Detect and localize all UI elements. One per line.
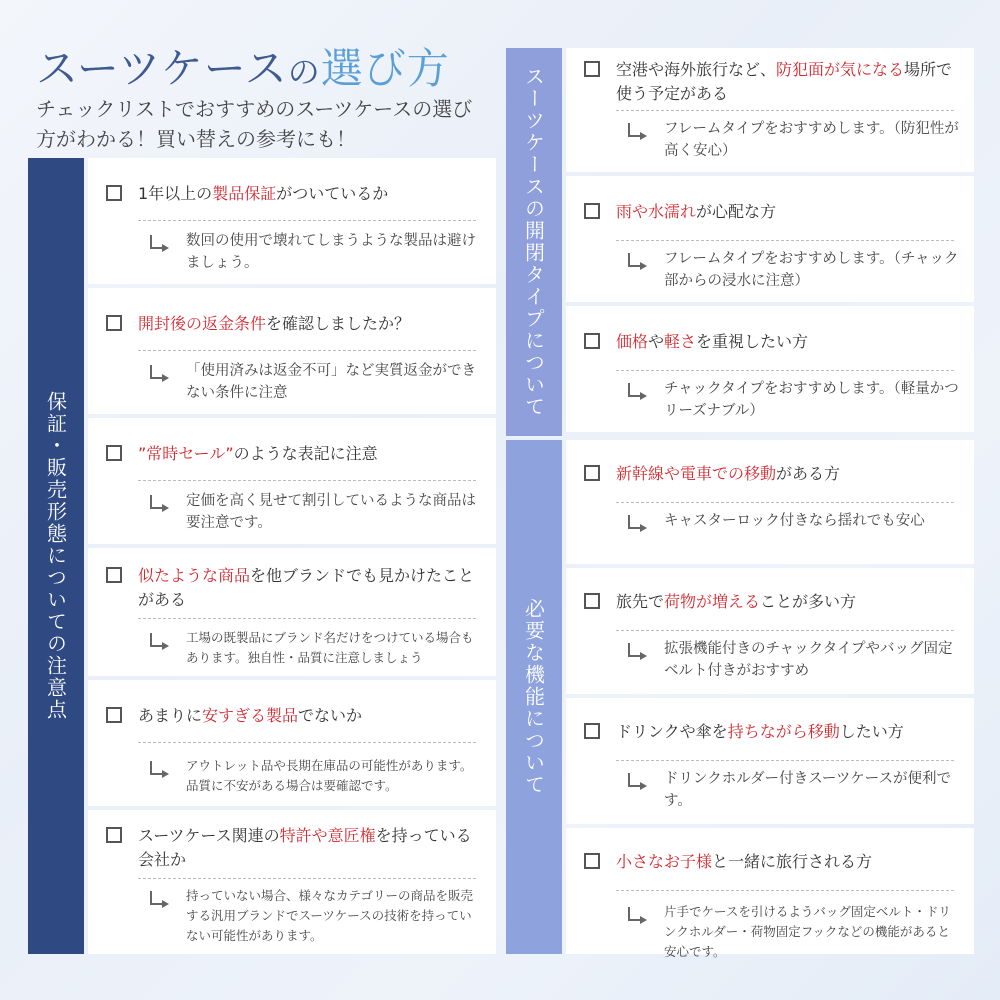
checklist-card — [566, 306, 974, 432]
checklist-card — [88, 288, 496, 414]
divider — [616, 370, 954, 371]
divider — [616, 502, 954, 503]
arrow-icon — [150, 761, 166, 775]
check-answer: 「使用済みは返金不可」など実質返金ができない条件に注意 — [138, 360, 482, 404]
question-segment: を重視したい方 — [696, 332, 809, 351]
divider — [616, 890, 954, 891]
question-segment: でないか — [298, 706, 363, 725]
checklist-card — [88, 810, 496, 954]
question-segment: を確認しましたか？ — [266, 314, 411, 333]
checklist-card — [88, 680, 496, 806]
highlight-text: 軽さ — [664, 332, 697, 351]
page-subtitle: チェックリストでおすすめのスーツケースの選び方がわかる！買い替えの参考にも！ — [36, 97, 473, 151]
question-segment: したい方 — [839, 722, 904, 741]
question-segment: がある方 — [776, 464, 841, 483]
highlight-text: 特許や意匠権 — [279, 826, 376, 845]
question-text — [584, 200, 960, 224]
highlight-text: 似たような商品 — [138, 566, 251, 585]
checkbox[interactable] — [584, 333, 600, 349]
highlight-text: 荷物が増える — [664, 592, 761, 611]
check-question[interactable] — [584, 590, 960, 614]
check-question[interactable] — [106, 442, 482, 466]
checkbox[interactable] — [106, 707, 122, 723]
checkbox[interactable] — [106, 567, 122, 583]
check-answer: 工場の既製品にブランド名だけをつけている場合もあります。独自性・品質に注意しましょう — [138, 628, 482, 668]
question-segment: や — [648, 332, 665, 351]
question-text — [584, 58, 960, 106]
checklist-card — [566, 568, 974, 694]
arrow-icon — [628, 383, 644, 397]
question-text — [584, 462, 960, 486]
checkbox[interactable] — [584, 593, 600, 609]
checklist-card — [88, 418, 496, 544]
highlight-text: 安すぎる製品 — [202, 706, 299, 725]
checkbox[interactable] — [584, 723, 600, 739]
divider — [138, 350, 476, 351]
title-accent: 選び方 — [320, 44, 450, 93]
check-answer: フレームタイプをおすすめします。（防犯性が高く安心） — [616, 118, 960, 162]
question-segment: ことが多い方 — [760, 592, 857, 611]
check-question[interactable] — [106, 824, 482, 872]
arrow-icon — [628, 253, 644, 267]
checkbox[interactable] — [584, 203, 600, 219]
checklist-card — [566, 698, 974, 824]
title-no: の — [287, 53, 321, 91]
check-answer: ドリンクホルダー付きスーツケースが便利です。 — [616, 768, 960, 812]
check-answer: 数回の使用で壊れてしまうような製品は避けましょう。 — [138, 230, 482, 274]
check-answer: チャックタイプをおすすめします。（軽量かつリーズナブル） — [616, 378, 960, 422]
divider — [138, 618, 476, 619]
check-question[interactable] — [584, 462, 960, 486]
page-title — [36, 36, 450, 96]
divider — [138, 220, 476, 221]
question-segment: と一緒に旅行される方 — [712, 852, 873, 871]
checkbox[interactable] — [584, 61, 600, 77]
check-question[interactable] — [106, 312, 482, 336]
checklist-card — [566, 48, 974, 172]
check-question[interactable] — [106, 704, 482, 728]
highlight-text: 雨や水濡れ — [616, 202, 697, 221]
question-text — [106, 824, 482, 872]
divider — [138, 480, 476, 481]
question-text — [584, 330, 960, 354]
question-text — [584, 590, 960, 614]
checklist-card — [88, 548, 496, 676]
check-answer: 拡張機能付きのチャックタイプやバッグ固定ベルト付きがおすすめ — [616, 638, 960, 682]
check-answer: 定価を高く見せて割引しているような商品は要注意です。 — [138, 490, 482, 534]
arrow-icon — [628, 773, 644, 787]
question-text — [106, 312, 482, 336]
highlight-text: 価格 — [616, 332, 649, 351]
check-answer: 片手でケースを引けるようバッグ固定ベルト・ドリンクホルダー・荷物固定フックなどの機能があると安心です。 — [616, 902, 960, 962]
divider — [616, 110, 954, 111]
checklist-card — [566, 828, 974, 959]
question-segment: ドリンクや傘を — [616, 722, 728, 741]
section-label-opening-type: スーツケースの開閉タイプについて — [506, 48, 562, 436]
divider — [616, 760, 954, 761]
divider — [138, 742, 476, 743]
arrow-icon — [628, 643, 644, 657]
check-answer: アウトレット品や長期在庫品の可能性があります。品質に不安がある場合は要確認です。 — [138, 756, 482, 796]
check-question[interactable] — [106, 182, 482, 206]
question-segment: あまりに — [138, 706, 203, 725]
question-segment: 旅先で — [616, 592, 665, 611]
highlight-text: 防犯面が気になる — [776, 60, 905, 79]
arrow-icon — [150, 891, 166, 905]
checklist-card — [88, 158, 496, 284]
check-question[interactable] — [584, 330, 960, 354]
section-label-warranty: 保証・販売形態についての注意点 — [28, 158, 84, 954]
arrow-icon — [628, 907, 644, 921]
question-segment: を持っている会社か — [138, 826, 472, 869]
section-label-features: 必要な機能について — [506, 440, 562, 954]
arrow-icon — [628, 123, 644, 137]
check-answer: キャスターロック付きなら揺れでも安心 — [616, 510, 960, 532]
question-segment: が心配な方 — [696, 202, 777, 221]
checklist-card — [566, 176, 974, 302]
question-text — [106, 564, 482, 612]
question-segment: がついているか — [276, 184, 389, 203]
arrow-icon — [150, 235, 166, 249]
check-question[interactable] — [106, 564, 482, 612]
check-question[interactable] — [584, 58, 960, 106]
checkbox[interactable] — [106, 185, 122, 201]
highlight-text: 持ちながら移動 — [727, 722, 840, 741]
check-answer: 持っていない場合、様々なカテゴリーの商品を販売する汎用ブランドでスーツケースの技術を持っていない可能性があります。 — [138, 886, 482, 946]
divider — [616, 240, 954, 241]
question-segment: 場所で使う予定がある — [616, 60, 953, 103]
divider — [616, 630, 954, 631]
checklist-card — [566, 440, 974, 564]
check-answer: フレームタイプをおすすめします。（チャック部からの浸水に注意） — [616, 248, 960, 292]
divider — [138, 878, 476, 879]
checkbox[interactable] — [584, 465, 600, 481]
highlight-text: 製品保証 — [212, 184, 277, 203]
arrow-icon — [150, 495, 166, 509]
arrow-icon — [628, 515, 644, 529]
highlight-text: ”常時セール” — [138, 444, 234, 463]
question-text — [584, 850, 960, 874]
title-main: スーツケース — [36, 44, 288, 93]
checkbox[interactable] — [106, 315, 122, 331]
highlight-text: 新幹線や電車での移動 — [616, 464, 777, 483]
question-segment: 空港や海外旅行など、 — [616, 60, 777, 79]
question-text — [106, 182, 482, 206]
check-question[interactable] — [584, 850, 960, 874]
question-segment: 1年以上の — [138, 184, 213, 203]
question-text — [584, 720, 960, 744]
checkbox[interactable] — [584, 853, 600, 869]
question-text — [106, 442, 482, 466]
question-segment: スーツケース関連の — [138, 826, 280, 845]
arrow-icon — [150, 633, 166, 647]
arrow-icon — [150, 365, 166, 379]
question-segment: のような表記に注意 — [233, 444, 378, 463]
highlight-text: 開封後の返金条件 — [138, 314, 267, 333]
check-question[interactable] — [584, 720, 960, 744]
highlight-text: 小さなお子様 — [616, 852, 713, 871]
question-text — [106, 704, 482, 728]
question-segment: を他ブランドでも見かけたことがある — [138, 566, 475, 609]
check-question[interactable] — [584, 200, 960, 224]
checkbox[interactable] — [106, 827, 122, 843]
checkbox[interactable] — [106, 445, 122, 461]
